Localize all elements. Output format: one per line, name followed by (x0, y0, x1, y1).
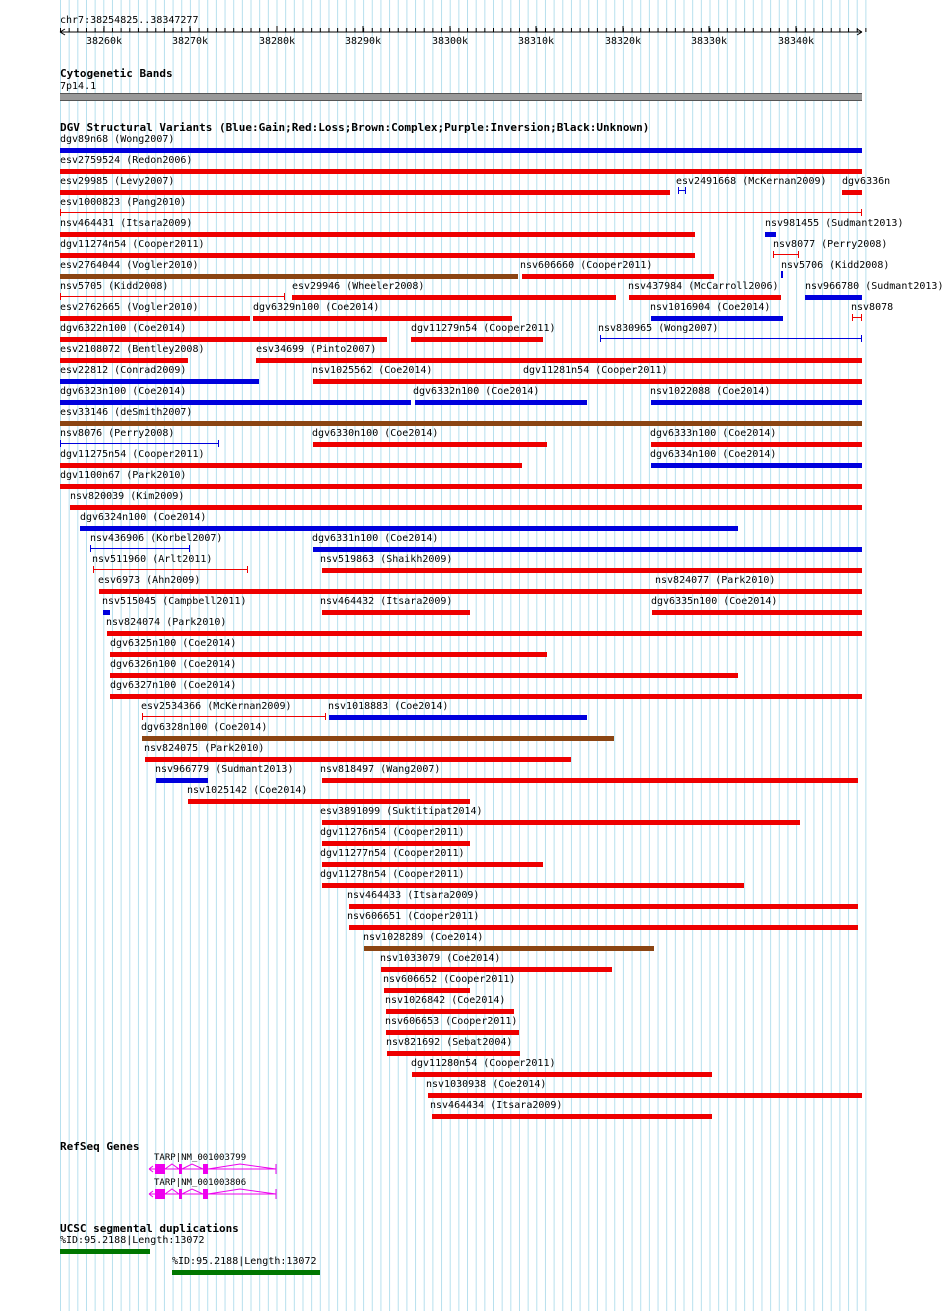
dgv-feature-label: dgv6331n100 (Coe2014) (312, 533, 439, 544)
dgv-feature-bar[interactable] (93, 569, 248, 570)
dgv-feature-label: dgv6330n100 (Coe2014) (312, 428, 439, 439)
dgv-feature-bar[interactable] (384, 988, 470, 993)
dgv-feature-label: nsv519863 (Shaikh2009) (320, 554, 453, 565)
dgv-feature-bar[interactable] (322, 778, 858, 783)
dgv-feature-label: dgv11281n54 (Cooper2011) (523, 365, 668, 376)
dgv-feature-bar[interactable] (142, 716, 326, 717)
dgv-feature-label: nsv966779 (Sudmant2013) (155, 764, 294, 775)
dgv-feature-label: nsv824075 (Park2010) (144, 743, 265, 754)
dgv-feature-bar[interactable] (70, 505, 862, 510)
dgv-feature-label: nsv824074 (Park2010) (106, 617, 227, 628)
dgv-feature-bar[interactable] (322, 820, 800, 825)
dgv-feature-label: nsv1026842 (Coe2014) (385, 995, 506, 1006)
dgv-feature-bar[interactable] (600, 338, 862, 339)
dgv-feature-label: dgv11279n54 (Cooper2011) (411, 323, 556, 334)
dgv-feature-label: nsv8077 (Perry2008) (773, 239, 888, 250)
dgv-feature-label: dgv6335n100 (Coe2014) (651, 596, 778, 607)
dgv-feature-end-cap (60, 209, 61, 216)
dgv-feature-label: esv29946 (Wheeler2008) (292, 281, 425, 292)
dgv-feature-bar[interactable] (60, 212, 862, 213)
dgv-feature-bar[interactable] (60, 296, 285, 297)
dgv-feature-label: nsv824077 (Park2010) (655, 575, 776, 586)
dgv-feature-label: dgv11274n54 (Cooper2011) (60, 239, 205, 250)
refseq-track-title[interactable]: RefSeq Genes (60, 1140, 140, 1153)
dgv-feature-label: nsv515045 (Campbell2011) (102, 596, 247, 607)
segdup-track-title[interactable]: UCSC segmental duplications (60, 1222, 239, 1235)
dgv-feature-bar[interactable] (322, 841, 470, 846)
dgv-feature-end-cap (685, 187, 686, 194)
dgv-feature-label: esv2762665 (Vogler2010) (60, 302, 199, 313)
dgv-feature-end-cap (798, 251, 799, 258)
dgv-feature-end-cap (861, 314, 862, 321)
dgv-feature-label: nsv8078 (851, 302, 894, 313)
dgv-feature-end-cap (142, 713, 143, 720)
dgv-feature-label: dgv11275n54 (Cooper2011) (60, 449, 205, 460)
dgv-feature-bar[interactable] (522, 274, 714, 279)
dgv-feature-bar[interactable] (60, 463, 522, 468)
dgv-feature-bar[interactable] (652, 589, 862, 594)
dgv-feature-bar[interactable] (60, 232, 695, 237)
refseq-gene-label: TARP|NM_001003806 (154, 1178, 247, 1188)
dgv-feature-end-cap (678, 187, 679, 194)
dgv-feature-label: nsv464434 (Itsara2009) (430, 1100, 563, 1111)
cytoband-track-title[interactable]: Cytogenetic Bands (60, 67, 173, 80)
dgv-feature-bar[interactable] (156, 778, 208, 783)
dgv-feature-label: dgv11276n54 (Cooper2011) (320, 827, 465, 838)
ruler-tick-label: 38290k (344, 36, 382, 47)
dgv-feature-label: nsv830965 (Wong2007) (598, 323, 719, 334)
dgv-feature-label: dgv6325n100 (Coe2014) (110, 638, 237, 649)
dgv-feature-label: dgv6336n (842, 176, 891, 187)
dgv-track-title[interactable]: DGV Structural Variants (Blue:Gain;Red:Loss;Brown:Complex;Purple:Inversion;Black:Unknown) (60, 121, 650, 134)
dgv-feature-bar[interactable] (292, 295, 616, 300)
dgv-feature-bar[interactable] (60, 484, 862, 489)
dgv-feature-label: nsv966780 (Sudmant2013) (805, 281, 943, 292)
dgv-feature-end-cap (773, 251, 774, 258)
dgv-feature-end-cap (861, 209, 862, 216)
dgv-feature-label: dgv89n68 (Wong2007) (60, 134, 175, 145)
dgv-feature-bar[interactable] (313, 547, 862, 552)
dgv-feature-label: dgv6327n100 (Coe2014) (110, 680, 237, 691)
dgv-feature-bar[interactable] (651, 442, 862, 447)
dgv-feature-bar[interactable] (313, 442, 547, 447)
dgv-feature-label: esv22812 (Conrad2009) (60, 365, 187, 376)
dgv-feature-end-cap (189, 545, 190, 552)
dgv-feature-label: dgv11278n54 (Cooper2011) (320, 869, 465, 880)
dgv-feature-label: nsv1018883 (Coe2014) (328, 701, 449, 712)
dgv-feature-end-cap (93, 566, 94, 573)
dgv-feature-label: nsv437984 (McCarroll2006) (628, 281, 779, 292)
dgv-feature-label: nsv1030938 (Coe2014) (426, 1079, 547, 1090)
dgv-feature-bar[interactable] (110, 673, 738, 678)
segdup-label: %ID:95.2188|Length:13072 (60, 1235, 205, 1246)
dgv-feature-label: nsv606660 (Cooper2011) (520, 260, 653, 271)
dgv-feature-bar[interactable] (90, 548, 190, 549)
dgv-feature-label: esv34699 (Pinto2007) (256, 344, 377, 355)
dgv-feature-label: nsv606651 (Cooper2011) (347, 911, 480, 922)
dgv-feature-bar[interactable] (253, 316, 512, 321)
ruler-tick-label: 38300k (431, 36, 469, 47)
dgv-feature-label: nsv1016904 (Coe2014) (650, 302, 771, 313)
dgv-feature-label: nsv1025562 (Coe2014) (312, 365, 433, 376)
segdup-label: %ID:95.2188|Length:13072 (172, 1256, 317, 1267)
dgv-feature-bar[interactable] (142, 736, 614, 741)
dgv-feature-bar[interactable] (99, 589, 653, 594)
dgv-feature-label: dgv6334n100 (Coe2014) (650, 449, 777, 460)
dgv-feature-bar[interactable] (651, 316, 783, 321)
dgv-feature-bar[interactable] (107, 631, 862, 636)
dgv-feature-bar[interactable] (60, 316, 250, 321)
dgv-feature-bar[interactable] (60, 400, 411, 405)
dgv-feature-bar[interactable] (188, 799, 470, 804)
dgv-feature-label: nsv821692 (Sebat2004) (386, 1037, 513, 1048)
ruler-tick-label: 38320k (604, 36, 642, 47)
dgv-feature-end-cap (600, 335, 601, 342)
dgv-feature-bar[interactable] (805, 295, 862, 300)
dgv-feature-label: dgv6326n100 (Coe2014) (110, 659, 237, 670)
ruler-tick-label: 38280k (258, 36, 296, 47)
dgv-feature-bar[interactable] (364, 946, 654, 951)
dgv-feature-label: dgv6324n100 (Coe2014) (80, 512, 207, 523)
dgv-feature-label: nsv436906 (Korbel2007) (90, 533, 223, 544)
dgv-feature-bar[interactable] (428, 1093, 862, 1098)
dgv-feature-label: nsv981455 (Sudmant2013) (765, 218, 904, 229)
dgv-feature-label: dgv6332n100 (Coe2014) (413, 386, 540, 397)
dgv-feature-bar[interactable] (652, 610, 862, 615)
dgv-feature-bar[interactable] (60, 253, 695, 258)
ruler-tick-label: 38310k (517, 36, 555, 47)
dgv-feature-label: esv1000823 (Pang2010) (60, 197, 187, 208)
dgv-feature-label: dgv6329n100 (Coe2014) (253, 302, 380, 313)
dgv-feature-label: dgv6322n100 (Coe2014) (60, 323, 187, 334)
dgv-feature-end-cap (782, 271, 783, 278)
dgv-feature-label: dgv1100n67 (Park2010) (60, 470, 187, 481)
ruler-tick-label: 38330k (690, 36, 728, 47)
dgv-feature-bar[interactable] (386, 1030, 519, 1035)
dgv-feature-bar[interactable] (60, 148, 862, 153)
dgv-feature-label: dgv6328n100 (Coe2014) (141, 722, 268, 733)
dgv-feature-label: nsv1028289 (Coe2014) (363, 932, 484, 943)
dgv-feature-bar[interactable] (60, 421, 862, 426)
refseq-gene-model[interactable] (145, 1162, 285, 1176)
dgv-feature-bar[interactable] (523, 379, 862, 384)
dgv-feature-end-cap (90, 545, 91, 552)
dgv-feature-end-cap (861, 335, 862, 342)
dgv-feature-bar[interactable] (110, 694, 862, 699)
dgv-feature-end-cap (247, 566, 248, 573)
dgv-feature-label: dgv11277n54 (Cooper2011) (320, 848, 465, 859)
ruler-tick-label: 38270k (171, 36, 209, 47)
dgv-feature-bar[interactable] (322, 883, 744, 888)
dgv-feature-bar[interactable] (145, 757, 571, 762)
dgv-feature-bar[interactable] (329, 715, 587, 720)
dgv-feature-label: nsv1022088 (Coe2014) (650, 386, 771, 397)
dgv-feature-end-cap (60, 440, 61, 447)
dgv-feature-label: dgv6333n100 (Coe2014) (650, 428, 777, 439)
dgv-feature-end-cap (852, 314, 853, 321)
dgv-feature-bar[interactable] (256, 358, 862, 363)
dgv-feature-bar[interactable] (60, 190, 670, 195)
dgv-feature-label: nsv1033079 (Coe2014) (380, 953, 501, 964)
dgv-feature-label: nsv606653 (Cooper2011) (385, 1016, 518, 1027)
dgv-feature-label: nsv606652 (Cooper2011) (383, 974, 516, 985)
dgv-feature-label: nsv818497 (Wang2007) (320, 764, 441, 775)
dgv-feature-label: esv3891099 (Suktitipat2014) (320, 806, 483, 817)
dgv-feature-bar[interactable] (387, 1051, 520, 1056)
dgv-feature-label: dgv6323n100 (Coe2014) (60, 386, 187, 397)
dgv-feature-bar[interactable] (629, 295, 781, 300)
dgv-feature-bar[interactable] (651, 400, 862, 405)
dgv-feature-bar[interactable] (415, 400, 587, 405)
dgv-feature-bar[interactable] (60, 379, 259, 384)
dgv-feature-label: nsv820039 (Kim2009) (70, 491, 185, 502)
dgv-feature-bar[interactable] (432, 1114, 712, 1119)
dgv-feature-bar[interactable] (60, 169, 862, 174)
dgv-feature-bar[interactable] (60, 443, 219, 444)
dgv-feature-label: nsv8076 (Perry2008) (60, 428, 175, 439)
dgv-feature-label: esv2491668 (McKernan2009) (676, 176, 827, 187)
dgv-feature-bar[interactable] (60, 358, 188, 363)
ruler-position-label: chr7:38254825..38347277 (60, 15, 199, 26)
dgv-feature-label: esv2759524 (Redon2006) (60, 155, 193, 166)
segdup-bar[interactable] (172, 1270, 320, 1275)
dgv-feature-bar[interactable] (773, 254, 799, 255)
dgv-feature-bar[interactable] (411, 337, 543, 342)
dgv-feature-bar[interactable] (103, 610, 110, 615)
dgv-feature-label: nsv464431 (Itsara2009) (60, 218, 193, 229)
dgv-feature-label: nsv511960 (Arlt2011) (92, 554, 213, 565)
dgv-feature-end-cap (325, 713, 326, 720)
dgv-feature-end-cap (218, 440, 219, 447)
dgv-feature-label: nsv464433 (Itsara2009) (347, 890, 480, 901)
dgv-feature-bar[interactable] (349, 904, 858, 909)
dgv-feature-bar[interactable] (381, 967, 612, 972)
dgv-feature-bar[interactable] (651, 463, 862, 468)
dgv-feature-label: nsv5705 (Kidd2008) (60, 281, 169, 292)
dgv-feature-label: esv29985 (Levy2007) (60, 176, 175, 187)
segdup-bar[interactable] (60, 1249, 150, 1254)
dgv-feature-bar[interactable] (60, 274, 518, 279)
dgv-feature-label: nsv5706 (Kidd2008) (781, 260, 890, 271)
dgv-feature-bar[interactable] (322, 862, 543, 867)
dgv-feature-label: esv6973 (Ahn2009) (98, 575, 201, 586)
refseq-gene-model[interactable] (145, 1187, 285, 1201)
dgv-feature-bar[interactable] (60, 337, 387, 342)
dgv-feature-end-cap (60, 293, 61, 300)
cytoband-label: 7p14.1 (60, 81, 97, 92)
dgv-feature-end-cap (284, 293, 285, 300)
dgv-feature-bar[interactable] (110, 652, 547, 657)
dgv-feature-bar[interactable] (322, 568, 862, 573)
ruler-tick-label: 38340k (777, 36, 815, 47)
ruler-track[interactable] (0, 25, 890, 65)
ruler-tick-label: 38260k (85, 36, 123, 47)
dgv-feature-label: esv2534366 (McKernan2009) (141, 701, 292, 712)
dgv-feature-bar[interactable] (349, 925, 858, 930)
dgv-feature-bar[interactable] (322, 610, 470, 615)
dgv-feature-bar[interactable] (765, 232, 776, 237)
dgv-feature-label: nsv1025142 (Coe2014) (187, 785, 308, 796)
dgv-feature-label: esv2108072 (Bentley2008) (60, 344, 205, 355)
dgv-feature-bar[interactable] (80, 526, 738, 531)
cytoband-bar[interactable] (60, 93, 862, 101)
dgv-feature-bar[interactable] (412, 1072, 712, 1077)
dgv-feature-label: nsv464432 (Itsara2009) (320, 596, 453, 607)
dgv-feature-bar[interactable] (842, 190, 862, 195)
dgv-feature-label: esv2764044 (Vogler2010) (60, 260, 199, 271)
dgv-feature-label: dgv11280n54 (Cooper2011) (411, 1058, 556, 1069)
refseq-gene-label: TARP|NM_001003799 (154, 1153, 247, 1163)
dgv-feature-label: esv33146 (deSmith2007) (60, 407, 193, 418)
dgv-feature-bar[interactable] (386, 1009, 514, 1014)
